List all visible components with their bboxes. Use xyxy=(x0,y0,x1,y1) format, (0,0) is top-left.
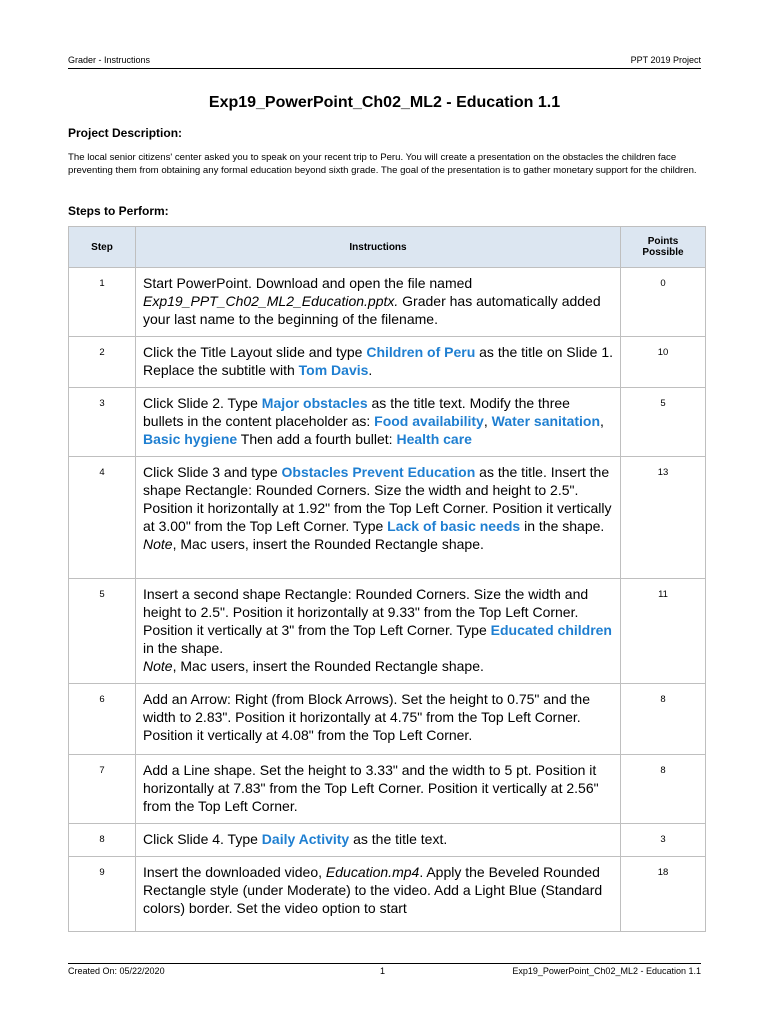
step-instructions xyxy=(136,457,621,579)
instruction-keyword: Obstacles Prevent Education xyxy=(281,464,476,480)
footer-page-number: 1 xyxy=(380,966,386,976)
instruction-keyword: Food availability xyxy=(374,413,484,429)
table-row xyxy=(69,457,706,579)
table-row xyxy=(69,824,706,857)
step-points: 18 xyxy=(621,857,706,932)
step-number: 5 xyxy=(69,579,136,684)
step-number: 8 xyxy=(69,824,136,857)
instruction-text: Insert a second shape Rectangle: Rounded Corners. Size the width and height to 2.5". Position it horizontally at 9.33" from the Top Left Corner. Position it vertically at 3" from the Top Left Corner. Type xyxy=(143,586,589,638)
step-number: 9 xyxy=(69,857,136,932)
instruction-text: Click the Title Layout slide and type xyxy=(143,344,367,360)
step-points: 10 xyxy=(621,337,706,388)
points-label-line2: Possible xyxy=(642,247,684,258)
instruction-text: Add an Arrow: Right (from Block Arrows). Set the height to 0.75" and the width to 2.83". Position it horizontally at 4.75" from the Top Left Corner. Position it vertically at 4.08" from the Top Left Corner. xyxy=(143,691,590,743)
instruction-text: , xyxy=(483,413,492,429)
step-instructions xyxy=(136,388,621,457)
table-row xyxy=(69,579,706,684)
instruction-text: Note xyxy=(143,536,173,552)
step-points: 8 xyxy=(621,755,706,824)
step-number: 1 xyxy=(69,268,136,337)
step-points: 3 xyxy=(621,824,706,857)
project-description-text: The local senior citizens' center asked you to speak on your recent trip to Peru. You will create a presentation on the obstacles the children face preventing them from obtaining any formal education beyond sixth grade. The goal of the presentation is to gather monetary support for the children. xyxy=(68,152,697,176)
header-rule xyxy=(68,68,701,69)
column-header-step: Step xyxy=(69,227,136,268)
instruction-text: Exp19_PPT_Ch02_ML2_Education.pptx. xyxy=(143,293,399,309)
footer-document-name: Exp19_PowerPoint_Ch02_ML2 - Education 1.1 xyxy=(512,966,701,976)
step-points: 0 xyxy=(621,268,706,337)
step-number: 3 xyxy=(69,388,136,457)
instruction-text: Click Slide 2. Type xyxy=(143,395,262,411)
instruction-text: , Mac users, insert the Rounded Rectangle shape. xyxy=(172,536,484,552)
step-instructions xyxy=(136,824,621,857)
steps-heading: Steps to Perform: xyxy=(68,204,169,218)
steps-table xyxy=(68,226,706,932)
instruction-text: . Apply the Beveled Rounded Rectangle style (under Moderate) to the video. Add a Light Blue (Standard colors) border. Set the video option to start xyxy=(143,864,603,916)
table-row xyxy=(69,388,706,457)
instruction-text: Grader has automatically added your last name to the beginning of the filename. xyxy=(143,293,601,327)
points-label-line1: Points xyxy=(647,236,679,247)
instruction-text: as the title text. Modify the three bullets in the content placeholder as: xyxy=(143,395,570,429)
step-points: 5 xyxy=(621,388,706,457)
instruction-text: Then add a fourth bullet: xyxy=(237,431,397,447)
instruction-keyword: Children of Peru xyxy=(366,344,476,360)
footer-created-on: Created On: 05/22/2020 xyxy=(68,966,165,976)
instruction-text: Education.mp4 xyxy=(325,864,420,880)
step-instructions xyxy=(136,684,621,755)
header-left: Grader - Instructions xyxy=(68,55,151,65)
table-header-row xyxy=(69,227,706,268)
step-instructions xyxy=(136,755,621,824)
step-points: 11 xyxy=(621,579,706,684)
table-row xyxy=(69,857,706,932)
instruction-text: Insert the downloaded video, xyxy=(143,864,326,880)
step-points: 13 xyxy=(621,457,706,579)
instruction-text: as the title. Insert the shape Rectangle: Rounded Corners. Size the width and height to 2.5". Position it horizontally at 1.92" from the Top Left Corner. Position it vertically at 3.00" from the Top Left Corner. Type xyxy=(143,464,612,534)
footer-rule xyxy=(68,963,701,964)
step-instructions xyxy=(136,268,621,337)
instruction-keyword: Major obstacles xyxy=(261,395,368,411)
instruction-text: as the title text. xyxy=(349,831,448,847)
instruction-text: . xyxy=(368,362,373,378)
instruction-keyword: Basic hygiene xyxy=(143,431,238,447)
step-instructions xyxy=(136,337,621,388)
table-row xyxy=(69,755,706,824)
project-description-heading: Project Description: xyxy=(68,126,183,140)
step-instructions xyxy=(136,579,621,684)
instruction-text: Click Slide 4. Type xyxy=(143,831,262,847)
instruction-text: , xyxy=(600,413,604,429)
instruction-text: Start PowerPoint. Download and open the file named xyxy=(143,275,473,291)
table-row xyxy=(69,684,706,755)
header-right: PPT 2019 Project xyxy=(630,55,701,65)
instruction-keyword: Water sanitation xyxy=(491,413,601,429)
instruction-keyword: Lack of basic needs xyxy=(387,518,521,534)
step-number: 7 xyxy=(69,755,136,824)
instruction-text: , Mac users, insert the Rounded Rectangle shape. xyxy=(172,658,484,674)
instruction-text: Click Slide 3 and type xyxy=(143,464,282,480)
instruction-text: as the title on Slide 1. Replace the subtitle with xyxy=(143,344,614,378)
instruction-keyword: Daily Activity xyxy=(261,831,350,847)
step-number: 2 xyxy=(69,337,136,388)
column-header-points xyxy=(621,227,706,268)
document-title: Exp19_PowerPoint_Ch02_ML2 - Education 1.1 xyxy=(208,94,561,111)
instruction-text: in the shape. xyxy=(143,640,224,656)
instruction-keyword: Educated children xyxy=(490,622,612,638)
step-number: 4 xyxy=(69,457,136,579)
instruction-text: Note xyxy=(143,658,173,674)
table-row xyxy=(69,337,706,388)
instruction-keyword: Tom Davis xyxy=(298,362,369,378)
step-points: 8 xyxy=(621,684,706,755)
instruction-text: Add a Line shape. Set the height to 3.33" and the width to 5 pt. Position it horizontally at 7.83" from the Top Left Corner. Position it vertically at 2.56" from the Top Left Corner. xyxy=(143,762,599,814)
column-header-instructions: Instructions xyxy=(136,227,621,268)
table-row xyxy=(69,268,706,337)
instruction-keyword: Health care xyxy=(396,431,472,447)
step-number: 6 xyxy=(69,684,136,755)
step-instructions xyxy=(136,857,621,932)
instruction-text: in the shape. xyxy=(520,518,605,534)
